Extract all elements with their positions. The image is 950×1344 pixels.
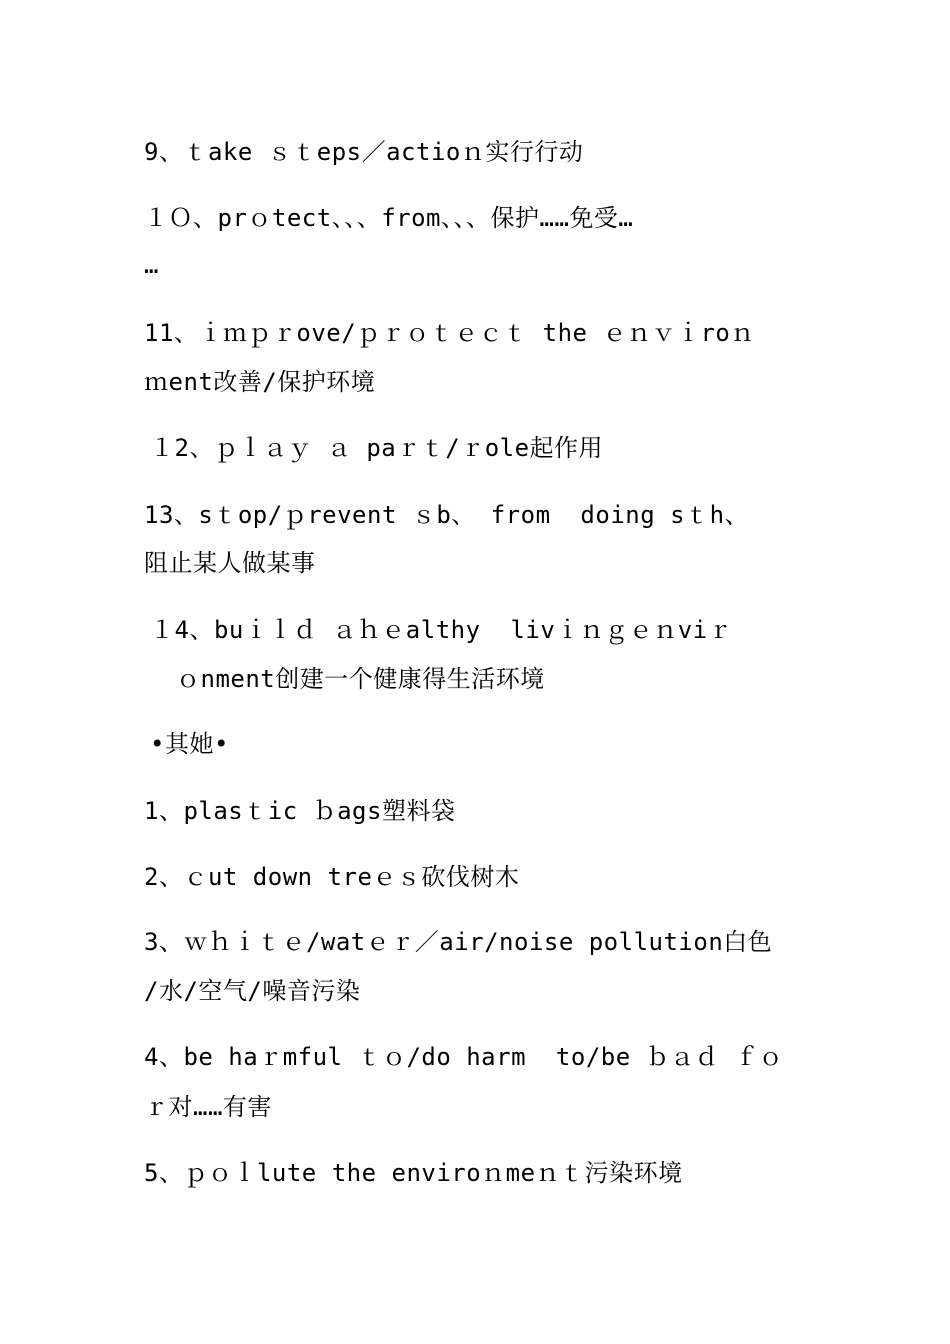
text-line-14-continued: ｏnment创建一个健康得生活环境	[176, 665, 545, 693]
text-line-12: １2、ｐｌａｙ ａ paｒｔ/ｒole起作用	[150, 434, 604, 462]
text-line-3-continued: /水/空气/噪音污染	[144, 977, 361, 1005]
text-line-5: 5、ｐｏｌlute the enviroｎmeｎｔ污染环境	[144, 1159, 683, 1187]
text-line-13: 13、sｔop/ｐrevent ｓb、 from doing sｔh、	[144, 501, 750, 529]
text-line-10-continued: …	[144, 251, 159, 279]
text-line-9: 9、ｔake ｓｔeps／actioｎ实行行动	[144, 138, 584, 166]
text-line-2: 2、ｃut down treｅｓ砍伐树木	[144, 863, 520, 891]
text-line-4-continued: ｒ对……有害	[144, 1093, 272, 1121]
text-line-1: 1、plasｔic ｂags塑料袋	[144, 797, 456, 825]
text-line-3: 3、ｗｈｉｔｅ/watｅｒ／air/noise pollution白色	[144, 928, 773, 956]
section-heading: •其她•	[150, 730, 229, 758]
text-line-11: 11、ｉｍｐｒove/ｐｒｏｔｅｃｔ the ｅｎｖｉroｎ	[144, 319, 755, 347]
text-line-11-continued: ｍent改善/保护环境	[144, 368, 376, 396]
text-line-10: １Ｏ、prｏtect、、、from、、、保护……免受…	[144, 204, 634, 232]
text-line-14: １4、buｉｌｄ ａｈｅalthy livｉｎｇｅｎviｒ	[150, 616, 733, 644]
text-line-4: 4、be haｒmful ｔｏ/do harm to/be ｂａｄ ｆｏ	[144, 1043, 784, 1071]
text-line-13-continued: 阻止某人做某事	[144, 549, 316, 577]
